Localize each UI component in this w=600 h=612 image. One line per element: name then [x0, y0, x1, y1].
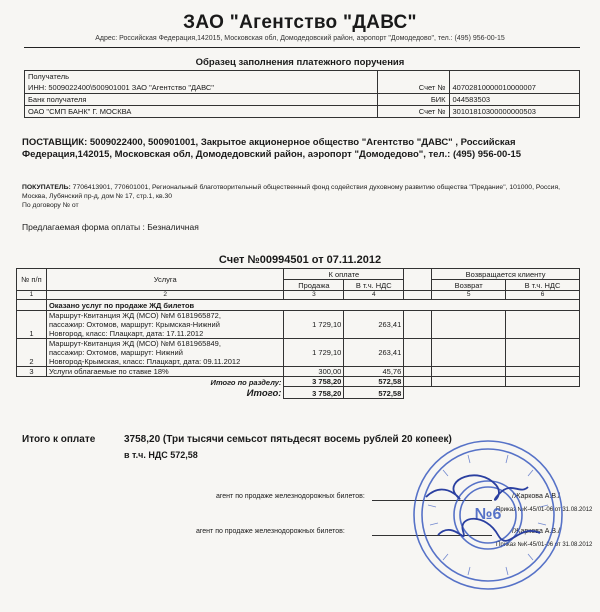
account-value: 40702810000010000007 [449, 82, 580, 94]
col-num-3: 3 [284, 291, 344, 300]
stamp-number: №6 [474, 506, 502, 523]
buyer-text: 7706413901, 770601001, Региональный благотворительный общественный фонд содействия духовному развитию общества "Предание", 101000, Россия, Москва, Лубянский пр-д, дом № 17, стр.1, кв.30 [22, 184, 561, 200]
bank-label: Банк получателя [25, 94, 378, 106]
section-title: Оказано услуг по продаже ЖД билетов [46, 300, 579, 311]
company-stamp [408, 435, 568, 595]
table-row [17, 367, 580, 377]
recipient-inn: ИНН: 5009022400\500901001 ЗАО "Агентство "ДАВС" [25, 82, 378, 94]
row-service: Услуги облагаемые по ставке 18% [46, 367, 283, 377]
bank-details-table [24, 70, 580, 118]
row-vat: 263,41 [344, 311, 404, 339]
col-num-5: 5 [432, 291, 506, 300]
payment-form: Предлагаемая форма оплаты : Безналичная [22, 222, 199, 232]
total-sale: 3 758,20 [284, 387, 344, 399]
header-to-pay: К оплате [284, 269, 404, 280]
col-num-4: 4 [344, 291, 404, 300]
buyer-label: ПОКУПАТЕЛЬ: [22, 184, 71, 191]
total-vat-line: в т.ч. НДС 572,58 [124, 450, 198, 460]
signature-name-2: /Жаркова А.В./ [512, 528, 560, 535]
total-vat: 572,58 [344, 387, 404, 399]
invoice-title: Счет №00994501 от 07.11.2012 [218, 254, 382, 266]
row-vat: 263,41 [344, 339, 404, 367]
account-label: Счет № [377, 82, 449, 94]
recipient-label: Получатель [25, 71, 378, 83]
row-num: 2 [17, 339, 47, 367]
total-to-pay-amount: 3758,20 (Три тысячи семьсот пятьдесят восемь рублей 20 копеек) [124, 434, 452, 445]
row-service: Маршрут-Квитанция ЖД (МСО) №М 6181965849, пассажир: Охтомов, маршрут: Нижний Новгород-Крымская, класс: Плацкарт, дата: 09.11.2012 [46, 339, 283, 367]
company-title: ЗАО "Агентство "ДАВС" [183, 12, 417, 33]
header-divider [24, 47, 580, 48]
corr-label: Счет № [377, 106, 449, 118]
subtotal-vat: 572,58 [344, 377, 404, 387]
signature-scribble-1 [426, 475, 528, 499]
total-label-table: Итого: [246, 387, 282, 399]
signature-order-2: Приказ №К-45/01-06 от 31.08.2012 [496, 542, 593, 548]
bank-name: ОАО "СМП БАНК" Г. МОСКВА [25, 106, 378, 118]
table-row [17, 311, 580, 339]
row-vat: 45,76 [344, 367, 404, 377]
signature-agent-1: агент по продаже железнодорожных билетов: [216, 493, 365, 500]
bik-label: БИК [377, 94, 449, 106]
total-to-pay [22, 434, 452, 445]
col-num-2: 2 [46, 291, 283, 300]
header-service: Услуга [46, 269, 283, 291]
supplier-block: ПОСТАВЩИК: 5009022400, 500901001, Закрытое акционерное общество "Агентство "ДАВС" , Российская Федерация,142015, Московская обл, Домодедовский район, аэропорт "Домодедово", тел.: (495) 956-00-15 [22, 137, 522, 160]
bik-value: 044583503 [449, 94, 580, 106]
row-sale: 1 729,10 [284, 339, 344, 367]
signature-agent-2: агент по продаже железнодорожных билетов: [196, 528, 345, 535]
header-num: № п/п [17, 269, 47, 291]
contract-line: По договору № от [22, 202, 79, 209]
total-to-pay-label: Итого к оплате [22, 434, 96, 445]
subtotal-sale: 3 758,20 [284, 377, 344, 387]
header-sale: Продажа [284, 280, 344, 291]
row-num: 1 [17, 311, 47, 339]
payment-sample-title: Образец заполнения платежного поручения [195, 57, 405, 68]
header-refund: Возврат [432, 280, 506, 291]
header-refund-group: Возвращается клиенту [432, 269, 580, 280]
signature-name-1: /Жаркова А.В./ [512, 493, 560, 500]
company-address: Адрес: Российская Федерация,142015, Московская обл, Домодедовский район, аэропорт "Домодедово", тел.: (495) 956-00-15 [95, 35, 505, 42]
col-num-1: 1 [17, 291, 47, 300]
table-row [17, 339, 580, 367]
signature-order-1: Приказ №К-45/01-06 от 31.08.2012 [496, 507, 593, 513]
row-sale: 1 729,10 [284, 311, 344, 339]
subtotal-label: Итого по разделу: [210, 377, 282, 387]
header-refund-vat: В т.ч. НДС [506, 280, 580, 291]
invoice-table [16, 268, 580, 399]
header-vat: В т.ч. НДС [344, 280, 404, 291]
row-num: 3 [17, 367, 47, 377]
row-service: Маршрут-Квитанция ЖД (МСО) №М 6181965872, пассажир: Охтомов, маршрут: Крымская-Нижний Новгород, класс: Плацкарт, дата: 17.11.2012 [46, 311, 283, 339]
col-num-6: 6 [506, 291, 580, 300]
row-sale: 300,00 [284, 367, 344, 377]
corr-value: 30101810300000000503 [449, 106, 580, 118]
buyer-block [22, 183, 582, 210]
